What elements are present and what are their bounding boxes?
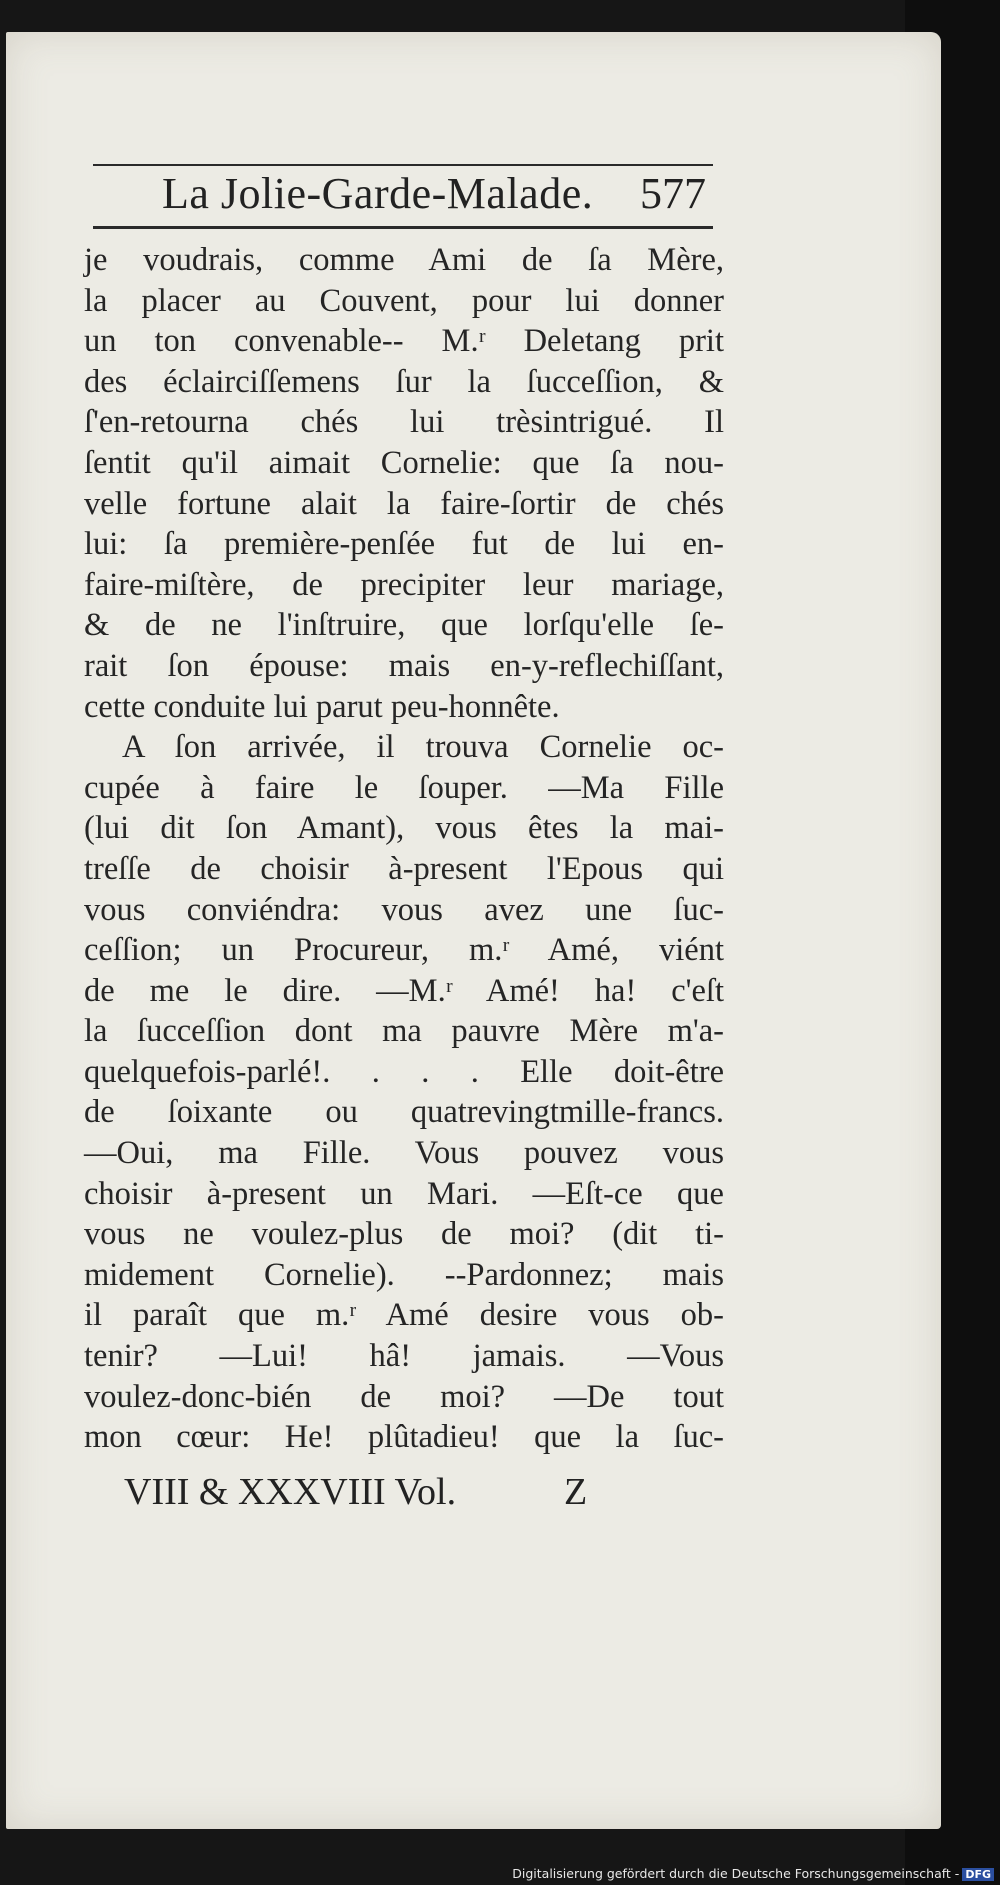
text-line: —Oui, ma Fille. Vous pouvez vous bbox=[84, 1135, 724, 1172]
text-line: vous conviéndra: vous avez une ſuc- bbox=[84, 891, 724, 928]
text-line: cette conduite lui parut peu-honnête. bbox=[84, 688, 560, 725]
text-line: cupée à faire le ſouper. —Ma Fille bbox=[84, 769, 724, 806]
text-line: de ſoixante ou quatrevingtmille-francs. bbox=[84, 1094, 724, 1131]
text-line: ſentit qu'il aimait Cornelie: que ſa nou- bbox=[84, 444, 724, 481]
text-line: (lui dit ſon Amant), vous êtes la mai- bbox=[84, 810, 724, 847]
text-line: mon cœur: He! plûtadieu! que la ſuc- bbox=[84, 1419, 724, 1456]
text-line: midement Cornelie). --Pardonnez; mais bbox=[84, 1256, 724, 1293]
text-line: choisir à-present un Mari. —Eſt-ce que bbox=[84, 1175, 724, 1212]
text-line: la ſucceſſion dont ma pauvre Mère m'a- bbox=[84, 1013, 724, 1050]
text-line: treſſe de choisir à-present l'Epous qui bbox=[84, 850, 724, 887]
text-line: & de ne l'inſtruire, que lorſqu'elle ſe- bbox=[84, 607, 724, 644]
digitization-credit bbox=[512, 1866, 994, 1881]
text-line: faire-miſtère, de precipiter leur mariage, bbox=[84, 566, 724, 603]
text-line: ſ'en-retourna chés lui trèsintrigué. Il bbox=[84, 404, 724, 441]
credit-text: Digitalisierung gefördert durch die Deutsche Forschungsgemeinschaft - bbox=[512, 1866, 960, 1881]
text-line: velle fortune alait la faire-ſortir de chés bbox=[84, 485, 724, 522]
signature-volume: VIII & XXXVIII Vol. bbox=[124, 1471, 457, 1513]
body-text bbox=[84, 240, 724, 1458]
text-line: la placer au Couvent, pour lui donner bbox=[84, 282, 724, 319]
running-title: La Jolie-Garde-Malade. bbox=[162, 169, 594, 218]
dfg-logo: DFG bbox=[962, 1868, 994, 1881]
text-line: ceſſion; un Procureur, m.ʳ Amé, viént bbox=[84, 932, 724, 969]
signature-mark: Z bbox=[564, 1471, 588, 1513]
text-line: vous ne voulez-plus de moi? (dit ti- bbox=[84, 1216, 724, 1253]
text-line: je voudrais, comme Ami de ſa Mère, bbox=[84, 242, 724, 278]
text-line: voulez-donc-bién de moi? —De tout bbox=[84, 1378, 724, 1415]
text-line: de me le dire. —M.ʳ Amé! ha! c'eſt bbox=[84, 972, 724, 1009]
text-line: tenir? —Lui! hâ! jamais. —Vous bbox=[84, 1338, 724, 1375]
text-line: il paraît que m.ʳ Amé desire vous ob- bbox=[84, 1297, 724, 1334]
header-rule-bottom bbox=[93, 226, 713, 229]
page-footer bbox=[124, 1470, 644, 1514]
header-rule-top bbox=[93, 164, 713, 166]
text-line: un ton convenable-- M.ʳ Deletang prit bbox=[84, 323, 724, 360]
page-number: 577 bbox=[640, 169, 706, 218]
text-line: quelquefois-parlé!. . . . Elle doit-être bbox=[84, 1053, 724, 1090]
text-line: A ſon arrivée, il trouva Cornelie oc- bbox=[122, 729, 724, 766]
text-line: lui: ſa première-penſée fut de lui en- bbox=[84, 526, 724, 563]
text-line: rait ſon épouse: mais en-y-reflechiſſant, bbox=[84, 647, 724, 684]
text-line: des éclairciſſemens ſur la ſucceſſion, & bbox=[84, 363, 724, 400]
